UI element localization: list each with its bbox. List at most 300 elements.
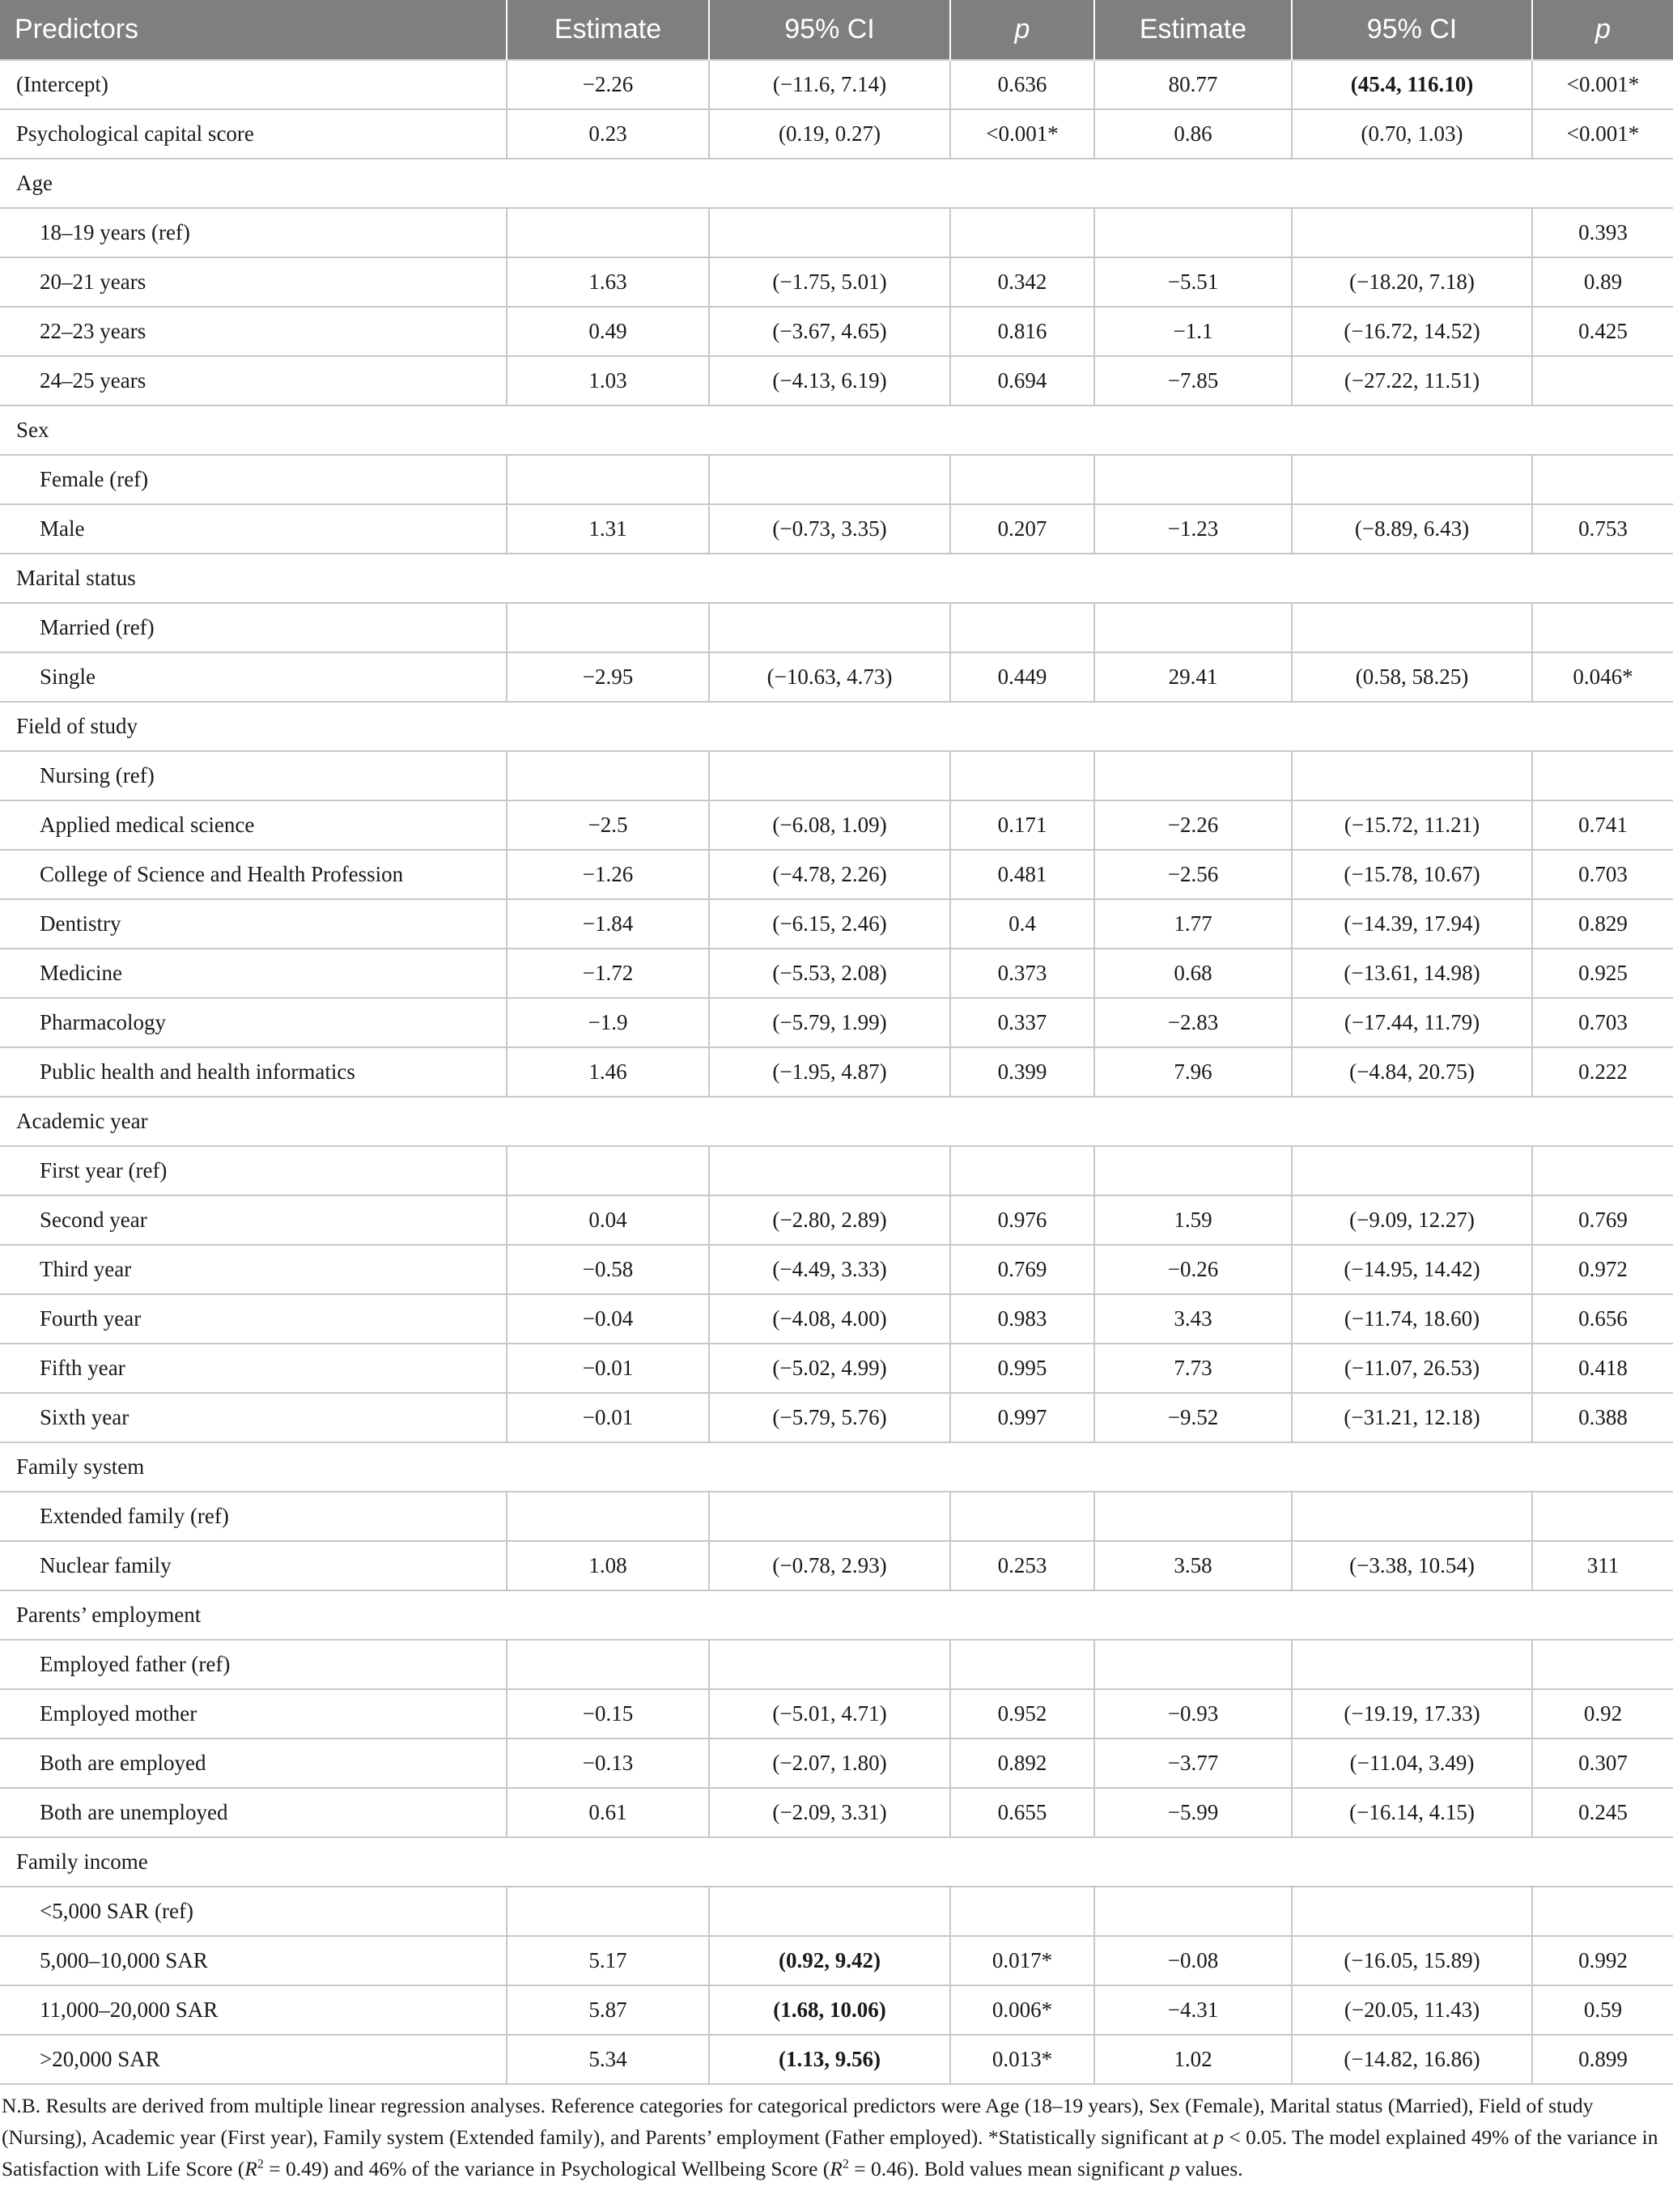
header-ci-1: 95% CI	[709, 0, 950, 60]
header-p-1: p	[950, 0, 1094, 60]
cell-ci-1: (−4.13, 6.19)	[709, 356, 950, 405]
table-row	[0, 504, 1673, 554]
cell-p-2: 0.245	[1532, 1788, 1673, 1837]
cell-ci-2: (−14.39, 17.94)	[1292, 899, 1532, 949]
cell-ci-1: (−2.09, 3.31)	[709, 1788, 950, 1837]
cell-predictor: Sixth year	[0, 1393, 507, 1442]
cell-estimate-1: 5.17	[507, 1936, 709, 1985]
cell-estimate-2: 3.43	[1094, 1294, 1292, 1344]
cell-estimate-2: 3.58	[1094, 1541, 1292, 1590]
cell-predictor: Female (ref)	[0, 455, 507, 504]
header-estimate-2: Estimate	[1094, 0, 1292, 60]
cell-ci-2: (−15.72, 11.21)	[1292, 800, 1532, 850]
cell-ci-2: (−27.22, 11.51)	[1292, 356, 1532, 405]
cell-estimate-1: −0.04	[507, 1294, 709, 1344]
cell-estimate-1: −2.95	[507, 652, 709, 702]
cell-ci-1	[709, 603, 950, 652]
cell-p-2: 0.388	[1532, 1393, 1673, 1442]
cell-ci-2	[1292, 1640, 1532, 1689]
table-footnote	[2, 2090, 1661, 2184]
cell-estimate-1: 1.08	[507, 1541, 709, 1590]
cell-p-1: 0.207	[950, 504, 1094, 554]
cell-ci-1: (−2.07, 1.80)	[709, 1739, 950, 1788]
table-row	[0, 60, 1673, 109]
cell-ci-2: (−14.82, 16.86)	[1292, 2035, 1532, 2084]
footnote-r-symbol: R	[244, 2157, 257, 2180]
cell-estimate-2: 29.41	[1094, 652, 1292, 702]
header-row	[0, 0, 1673, 60]
table-row	[0, 1739, 1673, 1788]
cell-p-2	[1532, 1146, 1673, 1195]
cell-p-1: 0.816	[950, 307, 1094, 356]
cell-predictor: College of Science and Health Profession	[0, 850, 507, 899]
cell-estimate-2: −4.31	[1094, 1985, 1292, 2035]
cell-predictor: >20,000 SAR	[0, 2035, 507, 2084]
cell-predictor: Dentistry	[0, 899, 507, 949]
cell-p-2	[1532, 1887, 1673, 1936]
section-row	[0, 1837, 1673, 1887]
cell-p-2: <0.001*	[1532, 109, 1673, 159]
cell-p-1: 0.342	[950, 257, 1094, 307]
section-row	[0, 1590, 1673, 1640]
cell-estimate-1: −1.72	[507, 949, 709, 998]
cell-p-1: 0.373	[950, 949, 1094, 998]
table-row	[0, 1195, 1673, 1245]
header-estimate-1: Estimate	[507, 0, 709, 60]
cell-ci-1: (−6.08, 1.09)	[709, 800, 950, 850]
cell-ci-1	[709, 1146, 950, 1195]
cell-ci-2	[1292, 208, 1532, 257]
cell-ci-1: (−4.08, 4.00)	[709, 1294, 950, 1344]
cell-predictor: Pharmacology	[0, 998, 507, 1047]
footnote-text-1: N.B. Results are derived from multiple linear regression analyses. Reference categories for categorical predictors were Age (18–19 years), Sex (Female), Marital status (Married), Field of study (Nursing), Academic year (First year), Family system (Extended family), and Parents’ employment (Father employed). *Statistically significant at	[2, 2094, 1594, 2149]
cell-estimate-1: 5.34	[507, 2035, 709, 2084]
table-row	[0, 751, 1673, 800]
header-p-2: p	[1532, 0, 1673, 60]
cell-p-2: 0.393	[1532, 208, 1673, 257]
cell-ci-2: (0.70, 1.03)	[1292, 109, 1532, 159]
cell-ci-1: (−0.78, 2.93)	[709, 1541, 950, 1590]
cell-p-2: 311	[1532, 1541, 1673, 1590]
section-row	[0, 702, 1673, 751]
section-label: Family income	[0, 1837, 1673, 1887]
cell-estimate-1: −0.13	[507, 1739, 709, 1788]
cell-ci-1: (−2.80, 2.89)	[709, 1195, 950, 1245]
cell-p-2: 0.703	[1532, 850, 1673, 899]
table-row	[0, 257, 1673, 307]
cell-estimate-1: −1.26	[507, 850, 709, 899]
cell-predictor: Both are unemployed	[0, 1788, 507, 1837]
cell-p-1	[950, 455, 1094, 504]
cell-ci-2: (−11.07, 26.53)	[1292, 1344, 1532, 1393]
table-row	[0, 307, 1673, 356]
cell-ci-2: (−3.38, 10.54)	[1292, 1541, 1532, 1590]
cell-estimate-1	[507, 1492, 709, 1541]
cell-estimate-2: 1.59	[1094, 1195, 1292, 1245]
table-row	[0, 208, 1673, 257]
cell-p-2	[1532, 751, 1673, 800]
cell-estimate-2: 1.77	[1094, 899, 1292, 949]
cell-ci-2: (−18.20, 7.18)	[1292, 257, 1532, 307]
cell-ci-2: (−31.21, 12.18)	[1292, 1393, 1532, 1442]
cell-p-1: 0.983	[950, 1294, 1094, 1344]
cell-p-1: 0.4	[950, 899, 1094, 949]
cell-predictor: Employed father (ref)	[0, 1640, 507, 1689]
cell-estimate-1: −2.26	[507, 60, 709, 109]
cell-p-1: 0.694	[950, 356, 1094, 405]
header-ci-2: 95% CI	[1292, 0, 1532, 60]
cell-p-1: 0.006*	[950, 1985, 1094, 2035]
cell-predictor: Single	[0, 652, 507, 702]
cell-ci-1	[709, 455, 950, 504]
footnote-p-symbol: p	[1213, 2125, 1225, 2149]
table-row	[0, 800, 1673, 850]
cell-predictor: 22–23 years	[0, 307, 507, 356]
cell-predictor: 5,000–10,000 SAR	[0, 1936, 507, 1985]
cell-p-1: 0.655	[950, 1788, 1094, 1837]
cell-estimate-2: −2.83	[1094, 998, 1292, 1047]
table-row	[0, 1393, 1673, 1442]
cell-estimate-1: 0.23	[507, 109, 709, 159]
cell-estimate-2: −1.1	[1094, 307, 1292, 356]
table-row	[0, 1887, 1673, 1936]
cell-estimate-2	[1094, 208, 1292, 257]
footnote-text-4: = 0.46). Bold values mean significant	[848, 2157, 1170, 2180]
cell-p-2: 0.046*	[1532, 652, 1673, 702]
cell-ci-1: (−10.63, 4.73)	[709, 652, 950, 702]
cell-ci-2: (−17.44, 11.79)	[1292, 998, 1532, 1047]
cell-estimate-2	[1094, 1492, 1292, 1541]
cell-predictor: Public health and health informatics	[0, 1047, 507, 1097]
cell-p-2: 0.829	[1532, 899, 1673, 949]
section-label: Parents’ employment	[0, 1590, 1673, 1640]
cell-ci-1: (−1.75, 5.01)	[709, 257, 950, 307]
cell-estimate-1: −0.58	[507, 1245, 709, 1294]
table-row	[0, 1788, 1673, 1837]
cell-p-1: 0.013*	[950, 2035, 1094, 2084]
cell-ci-2	[1292, 455, 1532, 504]
cell-p-2	[1532, 455, 1673, 504]
cell-ci-1	[709, 1887, 950, 1936]
section-row	[0, 405, 1673, 455]
cell-estimate-1: −1.9	[507, 998, 709, 1047]
cell-p-1: 0.337	[950, 998, 1094, 1047]
cell-p-2: 0.59	[1532, 1985, 1673, 2035]
cell-estimate-1	[507, 1887, 709, 1936]
cell-p-1: 0.769	[950, 1245, 1094, 1294]
cell-estimate-2: −0.93	[1094, 1689, 1292, 1739]
cell-ci-1: (−5.79, 1.99)	[709, 998, 950, 1047]
cell-p-1	[950, 1640, 1094, 1689]
cell-ci-2: (−11.74, 18.60)	[1292, 1294, 1532, 1344]
header-predictors: Predictors	[0, 0, 507, 60]
cell-p-2: 0.307	[1532, 1739, 1673, 1788]
cell-ci-2: (−8.89, 6.43)	[1292, 504, 1532, 554]
cell-p-1: 0.636	[950, 60, 1094, 109]
cell-predictor: 18–19 years (ref)	[0, 208, 507, 257]
cell-estimate-1	[507, 751, 709, 800]
cell-estimate-1: 1.03	[507, 356, 709, 405]
table-row	[0, 356, 1673, 405]
cell-estimate-1	[507, 455, 709, 504]
cell-p-2	[1532, 603, 1673, 652]
cell-estimate-1: 1.63	[507, 257, 709, 307]
table-body	[0, 60, 1673, 2084]
cell-estimate-1: 1.31	[507, 504, 709, 554]
cell-estimate-1: −0.15	[507, 1689, 709, 1739]
cell-estimate-1: 0.61	[507, 1788, 709, 1837]
cell-ci-1	[709, 751, 950, 800]
cell-ci-2	[1292, 751, 1532, 800]
cell-p-1	[950, 1146, 1094, 1195]
cell-estimate-2	[1094, 751, 1292, 800]
table-row	[0, 1047, 1673, 1097]
cell-predictor: Married (ref)	[0, 603, 507, 652]
table-row	[0, 1640, 1673, 1689]
cell-estimate-2: −5.99	[1094, 1788, 1292, 1837]
cell-estimate-2: −3.77	[1094, 1739, 1292, 1788]
cell-estimate-2: −2.26	[1094, 800, 1292, 850]
cell-estimate-1: −1.84	[507, 899, 709, 949]
cell-estimate-2: −1.23	[1094, 504, 1292, 554]
cell-estimate-1: 0.04	[507, 1195, 709, 1245]
cell-ci-1: (−4.49, 3.33)	[709, 1245, 950, 1294]
cell-estimate-1: 0.49	[507, 307, 709, 356]
cell-estimate-1	[507, 1640, 709, 1689]
cell-ci-2: (−9.09, 12.27)	[1292, 1195, 1532, 1245]
cell-estimate-2: −0.26	[1094, 1245, 1292, 1294]
cell-predictor: 11,000–20,000 SAR	[0, 1985, 507, 2035]
cell-ci-1: (0.92, 9.42)	[709, 1936, 950, 1985]
cell-estimate-2: −7.85	[1094, 356, 1292, 405]
footnote-text-5: values.	[1179, 2157, 1243, 2180]
cell-ci-2: (−20.05, 11.43)	[1292, 1985, 1532, 2035]
cell-p-2: 0.425	[1532, 307, 1673, 356]
cell-p-1: 0.171	[950, 800, 1094, 850]
cell-estimate-2: 1.02	[1094, 2035, 1292, 2084]
footnote-superscript: 2	[257, 2157, 264, 2172]
table-row	[0, 603, 1673, 652]
section-label: Marital status	[0, 554, 1673, 603]
cell-estimate-1: −0.01	[507, 1344, 709, 1393]
cell-predictor: Nursing (ref)	[0, 751, 507, 800]
cell-ci-2: (−15.78, 10.67)	[1292, 850, 1532, 899]
cell-estimate-2: 7.96	[1094, 1047, 1292, 1097]
cell-ci-1: (−0.73, 3.35)	[709, 504, 950, 554]
cell-p-1: <0.001*	[950, 109, 1094, 159]
section-row	[0, 159, 1673, 208]
cell-p-2: 0.92	[1532, 1689, 1673, 1739]
cell-p-1: 0.892	[950, 1739, 1094, 1788]
cell-estimate-1	[507, 1146, 709, 1195]
table-row	[0, 1541, 1673, 1590]
cell-ci-1: (−4.78, 2.26)	[709, 850, 950, 899]
cell-p-1	[950, 208, 1094, 257]
cell-predictor: Second year	[0, 1195, 507, 1245]
cell-ci-1: (0.19, 0.27)	[709, 109, 950, 159]
cell-p-1: 0.976	[950, 1195, 1094, 1245]
cell-estimate-1	[507, 603, 709, 652]
cell-predictor: Fourth year	[0, 1294, 507, 1344]
cell-ci-2: (−11.04, 3.49)	[1292, 1739, 1532, 1788]
cell-predictor: Employed mother	[0, 1689, 507, 1739]
cell-ci-1: (−6.15, 2.46)	[709, 899, 950, 949]
cell-ci-1: (−5.02, 4.99)	[709, 1344, 950, 1393]
cell-predictor: Male	[0, 504, 507, 554]
cell-p-2: 0.418	[1532, 1344, 1673, 1393]
cell-p-1: 0.952	[950, 1689, 1094, 1739]
section-row	[0, 1442, 1673, 1492]
table-row	[0, 1985, 1673, 2035]
cell-estimate-2	[1094, 455, 1292, 504]
cell-predictor: Both are employed	[0, 1739, 507, 1788]
footnote-text-3: = 0.49) and 46% of the variance in Psychological Wellbeing Score (	[263, 2157, 830, 2180]
cell-p-2: 0.741	[1532, 800, 1673, 850]
cell-estimate-1	[507, 208, 709, 257]
cell-p-1: 0.253	[950, 1541, 1094, 1590]
cell-p-2: 0.656	[1532, 1294, 1673, 1344]
cell-predictor: Psychological capital score	[0, 109, 507, 159]
cell-predictor: Nuclear family	[0, 1541, 507, 1590]
cell-estimate-2: −2.56	[1094, 850, 1292, 899]
cell-p-2	[1532, 1640, 1673, 1689]
table-row	[0, 455, 1673, 504]
table-row	[0, 1492, 1673, 1541]
section-row	[0, 1097, 1673, 1146]
cell-estimate-2: 7.73	[1094, 1344, 1292, 1393]
cell-p-2: 0.899	[1532, 2035, 1673, 2084]
cell-p-2: 0.925	[1532, 949, 1673, 998]
cell-p-1: 0.995	[950, 1344, 1094, 1393]
table-row	[0, 850, 1673, 899]
cell-ci-2: (−19.19, 17.33)	[1292, 1689, 1532, 1739]
cell-ci-2	[1292, 1146, 1532, 1195]
cell-p-1: 0.997	[950, 1393, 1094, 1442]
cell-p-1: 0.481	[950, 850, 1094, 899]
section-label: Family system	[0, 1442, 1673, 1492]
cell-ci-2: (−16.72, 14.52)	[1292, 307, 1532, 356]
cell-predictor: (Intercept)	[0, 60, 507, 109]
cell-p-2: 0.753	[1532, 504, 1673, 554]
table-row	[0, 1294, 1673, 1344]
footnote-p-symbol: p	[1169, 2157, 1180, 2180]
cell-ci-1: (−11.6, 7.14)	[709, 60, 950, 109]
table-row	[0, 109, 1673, 159]
table-row	[0, 998, 1673, 1047]
cell-ci-2: (−4.84, 20.75)	[1292, 1047, 1532, 1097]
cell-ci-2: (0.58, 58.25)	[1292, 652, 1532, 702]
cell-p-2: 0.89	[1532, 257, 1673, 307]
cell-ci-2	[1292, 1887, 1532, 1936]
cell-estimate-1: −0.01	[507, 1393, 709, 1442]
cell-ci-2: (−16.14, 4.15)	[1292, 1788, 1532, 1837]
cell-ci-1	[709, 1492, 950, 1541]
table-row	[0, 2035, 1673, 2084]
cell-ci-1: (1.13, 9.56)	[709, 2035, 950, 2084]
cell-p-2: 0.222	[1532, 1047, 1673, 1097]
cell-p-2: 0.972	[1532, 1245, 1673, 1294]
cell-predictor: Applied medical science	[0, 800, 507, 850]
cell-ci-2	[1292, 603, 1532, 652]
cell-predictor: Fifth year	[0, 1344, 507, 1393]
table-row	[0, 1344, 1673, 1393]
section-label: Sex	[0, 405, 1673, 455]
cell-ci-2: (45.4, 116.10)	[1292, 60, 1532, 109]
cell-ci-2	[1292, 1492, 1532, 1541]
cell-estimate-2	[1094, 1146, 1292, 1195]
cell-predictor: Extended family (ref)	[0, 1492, 507, 1541]
section-label: Field of study	[0, 702, 1673, 751]
footnote-r-symbol: R	[830, 2157, 843, 2180]
cell-ci-1: (−1.95, 4.87)	[709, 1047, 950, 1097]
cell-ci-1: (−3.67, 4.65)	[709, 307, 950, 356]
section-row	[0, 554, 1673, 603]
cell-predictor: <5,000 SAR (ref)	[0, 1887, 507, 1936]
cell-estimate-1: −2.5	[507, 800, 709, 850]
cell-p-2: <0.001*	[1532, 60, 1673, 109]
section-label: Age	[0, 159, 1673, 208]
cell-ci-2: (−13.61, 14.98)	[1292, 949, 1532, 998]
cell-ci-1: (−5.79, 5.76)	[709, 1393, 950, 1442]
table-row	[0, 1936, 1673, 1985]
footnote-text-2: < 0.05. The model explained 49% of the variance in Satisfaction with Life Score (	[2, 2125, 1658, 2180]
cell-estimate-2: 0.68	[1094, 949, 1292, 998]
cell-estimate-1: 1.46	[507, 1047, 709, 1097]
table-row	[0, 949, 1673, 998]
cell-p-1	[950, 751, 1094, 800]
cell-estimate-2: 80.77	[1094, 60, 1292, 109]
cell-p-2: 0.703	[1532, 998, 1673, 1047]
cell-ci-1: (−5.53, 2.08)	[709, 949, 950, 998]
cell-p-1	[950, 603, 1094, 652]
cell-ci-1: (−5.01, 4.71)	[709, 1689, 950, 1739]
table-row	[0, 1146, 1673, 1195]
cell-predictor: Medicine	[0, 949, 507, 998]
cell-p-1	[950, 1887, 1094, 1936]
cell-ci-1: (1.68, 10.06)	[709, 1985, 950, 2035]
cell-estimate-2: −0.08	[1094, 1936, 1292, 1985]
cell-p-2	[1532, 1492, 1673, 1541]
cell-p-1	[950, 1492, 1094, 1541]
cell-estimate-2	[1094, 603, 1292, 652]
cell-ci-1	[709, 208, 950, 257]
cell-predictor: 24–25 years	[0, 356, 507, 405]
cell-estimate-2: 0.86	[1094, 109, 1292, 159]
table-header	[0, 0, 1673, 60]
cell-p-2: 0.769	[1532, 1195, 1673, 1245]
section-label: Academic year	[0, 1097, 1673, 1146]
cell-p-2: 0.992	[1532, 1936, 1673, 1985]
table-row	[0, 899, 1673, 949]
cell-p-1: 0.449	[950, 652, 1094, 702]
cell-estimate-2: −5.51	[1094, 257, 1292, 307]
cell-p-1: 0.399	[950, 1047, 1094, 1097]
table-row	[0, 1689, 1673, 1739]
footnote-superscript: 2	[842, 2157, 849, 2172]
cell-predictor: Third year	[0, 1245, 507, 1294]
table-row	[0, 1245, 1673, 1294]
cell-predictor: First year (ref)	[0, 1146, 507, 1195]
cell-p-1: 0.017*	[950, 1936, 1094, 1985]
cell-estimate-1: 5.87	[507, 1985, 709, 2035]
cell-ci-2: (−14.95, 14.42)	[1292, 1245, 1532, 1294]
cell-estimate-2: −9.52	[1094, 1393, 1292, 1442]
cell-predictor: 20–21 years	[0, 257, 507, 307]
cell-p-2	[1532, 356, 1673, 405]
cell-estimate-2	[1094, 1640, 1292, 1689]
cell-ci-2: (−16.05, 15.89)	[1292, 1936, 1532, 1985]
table-row	[0, 652, 1673, 702]
